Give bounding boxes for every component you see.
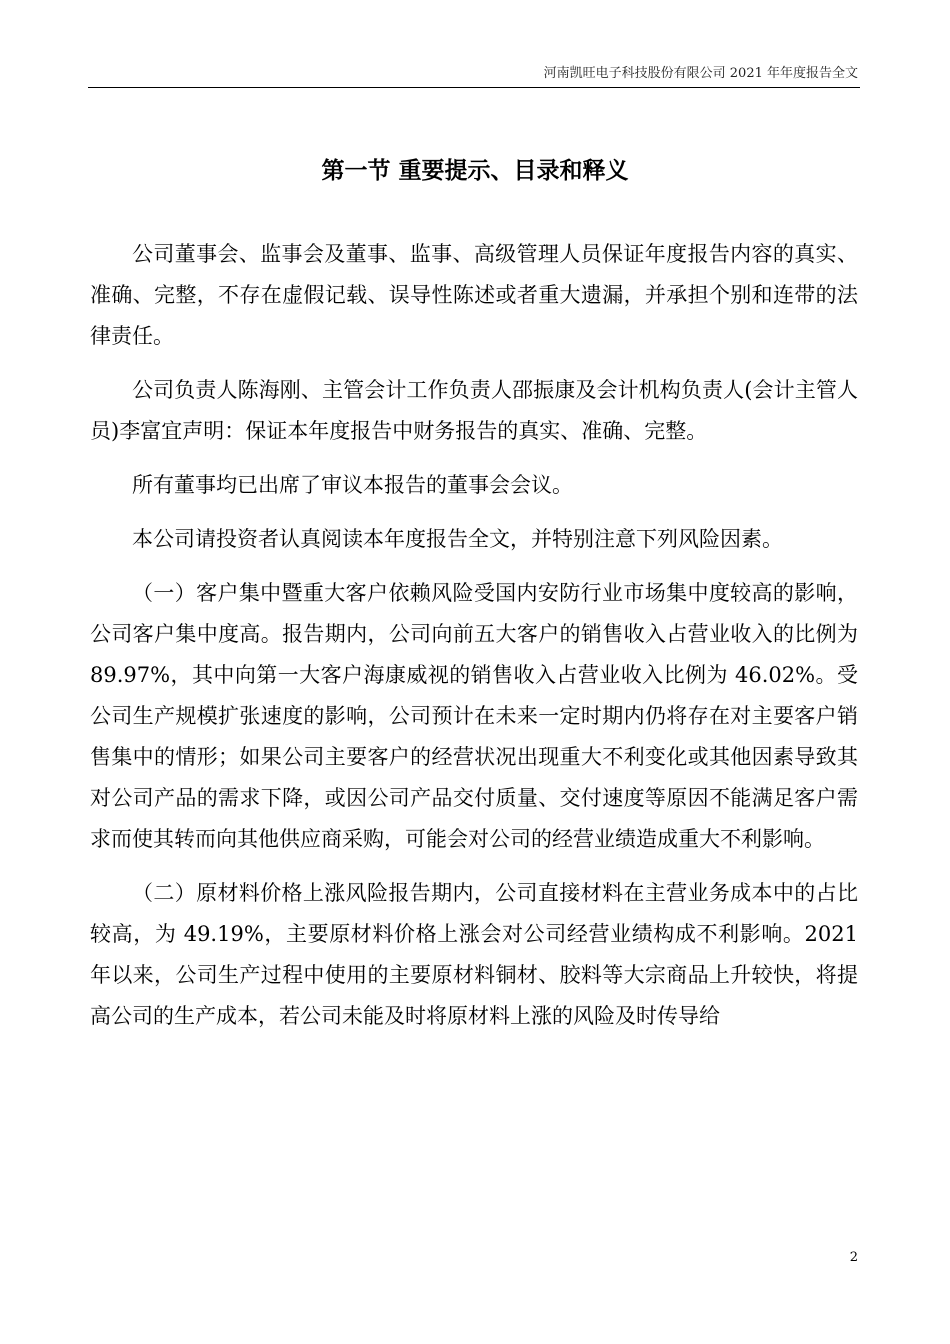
running-header: 河南凯旺电子科技股份有限公司 2021 年年度报告全文 (543, 66, 858, 81)
paragraph-directors-attendance: 所有董事均已出席了审议本报告的董事会会议。 (132, 473, 573, 497)
paragraph-investor-notice: 本公司请投资者认真阅读本年度报告全文，并特别注意下列风险因素。 (132, 527, 783, 551)
paragraph-customer-risk: （一）客户集中暨重大客户依赖风险受国内安防行业市场集中度较高的影响，公司客户集中度高。报告期内，公司向前五大客户的销售收入占营业收入的比例为 89.97%，其中向第一大客户海康威视的销售收入占营业收入比例为 46.02%。受公司生产规模扩张速度的影响，公司预计在未来一定时期内仍将存在对主要客户销售集中的情形；如果公司主要客户的经营状况出现重大不利变化或其他因素导致其对公司产品的需求下降，或因公司产品交付质量、交付速度等原因不能满足客户需求而使其转而向其他供应商采购，可能会对公司的经营业绩造成重大不利影响。 (90, 581, 858, 851)
paragraph-responsible-persons: 公司负责人陈海刚、主管会计工作负责人邵振康及会计机构负责人(会计主管人员)李富宜声明：保证本年度报告中财务报告的真实、准确、完整。 (90, 378, 858, 443)
header-divider (88, 87, 860, 88)
page-number: 2 (849, 1250, 858, 1265)
paragraph-material-risk: （二）原材料价格上涨风险报告期内，公司直接材料在主营业务成本中的占比较高，为 49.19%，主要原材料价格上涨会对公司经营业绩构成不利影响。2021 年以来，公司生产过程中使用的主要原材料铜材、胶料等大宗商品上升较快，将提高公司的生产成本，若公司未能及时将原材料上涨的风险及时传导给 (90, 881, 858, 1028)
section-title: 第一节 重要提示、目录和释义 (321, 157, 629, 184)
paragraph-board-guarantee: 公司董事会、监事会及董事、监事、高级管理人员保证年度报告内容的真实、准确、完整，不存在虚假记载、误导性陈述或者重大遗漏，并承担个别和连带的法律责任。 (90, 242, 858, 348)
body-text (90, 234, 858, 1050)
